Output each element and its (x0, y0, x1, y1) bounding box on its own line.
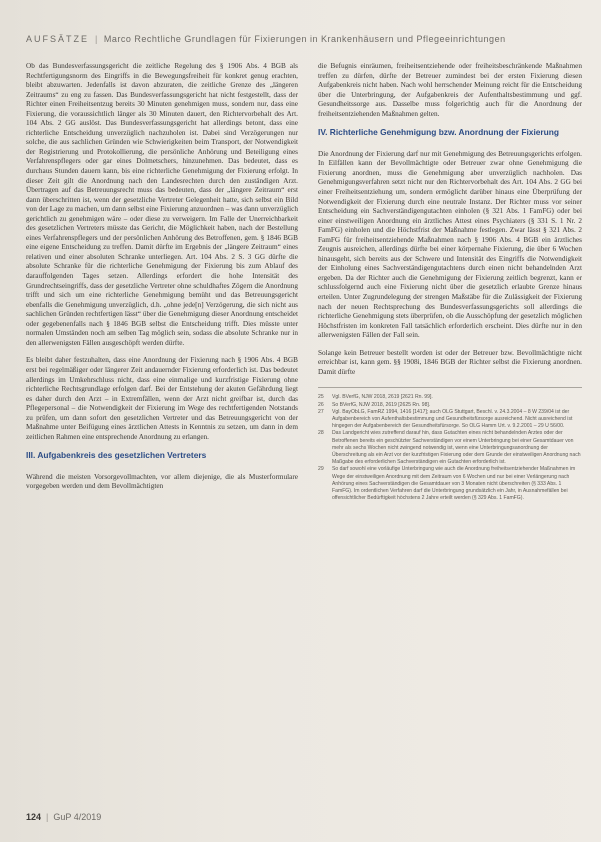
right-paragraph-1: die Befugnis einräumen, freiheitsentziehende oder freiheitsbeschränkende Maßnahmen treffen zu dürfen, dürfte der Betreuer zumindest bei der ersten Fixierung diesen Aufgabenkreis nicht haben. Nach wohl herrschender Meinung reicht für die Entscheidung über die Unterbringung, der Aufgabenkreis der Aufenthaltsbestimmung und ggf. Gesundheitssorge aus. Dasselbe muss folgerichtig auch für die Anordnung der freiheitsentziehenden Maßnahmen gelten. (318, 62, 582, 118)
footnote (318, 430, 582, 466)
footnote-number: 27 (318, 408, 324, 415)
footnote (318, 409, 582, 431)
section-label: AUFSÄTZE (26, 34, 90, 44)
footnote-text: So darf sowohl eine vorläufige Unterbringung wie auch die Anordnung freiheitsentziehender Maßnahmen im Wege der einstweiligen Anordnung mit dem Zeitraum von 6 Wochen und nur bei einer Verlängerung nach Anhörung eines Sachverständigen die Gesamtdauer von 3 Monaten nicht überschreiten (§ 333 Abs. 1 FamFG). Im ordentlichen Verfahren darf die Unterbringung grundsätzlich ein Jahr, in Ausnahmefällen bei offensichtlicher Bedürftigkeit höchstens 2 Jahre erteilt werden (§ 329 Abs. 1 FamFG). (332, 466, 576, 502)
page-number: 124 (26, 812, 42, 822)
article-title: Marco Rechtliche Grundlagen für Fixierungen in Krankenhäusern und Pflegeeinrichtungen (103, 34, 506, 44)
footnote-text: So BVerfG, NJW 2018, 2619 [2625 Rn. 98]. (332, 401, 431, 408)
footnote-number: 25 (318, 394, 324, 401)
footer-separator: | (46, 812, 49, 822)
right-paragraph-3: Solange kein Betreuer bestellt worden ist oder der Betreuer bzw. Bevollmächtigte nicht erreichbar ist, kann gem. §§ 1908i, 1846 BGB der Richter selbst die Fixierung anordnen. Damit dürfte (318, 348, 582, 376)
section-heading-iv: IV. Richterliche Genehmigung bzw. Anordnung der Fixierung (318, 127, 560, 138)
footnote-text: Das Landgericht wies zutreffend darauf hin, dass Gutachten eines nicht behandelnden Arztes oder der Betroffenen bereits ein geschützter Sachverständigen vor einem Unterbringung bei einer Gesamtdauer von mehr als sechs Wochen nicht zwingend notwendig ist, wenn eine Unterbringungsanordnung der Überschreitung als ein Arzt vor der kurzfristigen Fixierung oder dem Grunde der einstweiligen Anordnung nach Maßgabe des erforderlichen Sachverständigen ein Gutachten erforderlich ist. (332, 430, 581, 466)
footnote-number: 26 (318, 401, 324, 408)
left-paragraph-3: Während die meisten Vorsorgevollmachten, vor allem diejenige, die als Musterformulare vorgegeben werden und dem Bevollmächtigten (26, 472, 298, 491)
left-column (26, 62, 298, 500)
left-paragraph-2: Es bleibt daher festzuhalten, dass eine Anordnung der Fixierung nach § 1906 Abs. 4 BGB erst bei regelmäßiger oder längerer Zeit andauernder Fixierung erforderlich ist. Das bedeutet allerdings im Umkehrschluss nicht, dass eine einmalige und kurzfristige Fixierung ohne richterliche Rechtsgrundlage erfolgen darf. Bei der Entstehung der akuten Gefährdung liegt es daher durch den Arzt – in Extremfällen, wenn der Arzt nicht greifbar ist, durch das Pflegepersonal – die Notwendigkeit der Fixierung im Wege des rechtfertigenden Notstands zu prüfen, um dann sofort den gesetzlichen Vertreter und das Betreuungsgericht von der Maßnahme unter Beifügung eines ärztlichen Attests in Kenntnis zu setzen, um dann in dem zeitlichen Rahmen eine entsprechende Anordnung zu erlangen. (26, 356, 298, 441)
journal-issue: GuP 4/2019 (53, 812, 102, 822)
footnote-text: Vgl. BVerfG, NJW 2018, 2619 [2621 Rn. 99]. (332, 394, 433, 401)
footnote (318, 394, 582, 401)
right-paragraph-2: Die Anordnung der Fixierung darf nur mit Genehmigung des Betreuungsgerichts erfolgen. In Eilfällen kann der Bevollmächtigte oder Betreuer zwar ohne Genehmigung die Fixierung anordnen, muss die Genehmigung aber unverzüglich nachholen. Das Genehmigungsverfahren setzt nicht nur den Richtervorbehalt des Art. 104 Abs. 2 GG bei einer Freiheitsentziehung um, sondern ermöglicht darüber hinaus eine Überprüfung der Notwendigkeit der Fixierung durch eine neutrale Instanz. Der Richter muss vor seiner Entscheidung ein Sachverständigengutachten einholen (§ 321 Abs. 1 FamFG) oder bei einer einstweiligen Anordnung ein ärztliches Attest eines Psychiaters (§ 331 S. 1 Nr. 2 FamFG) einholen und die Höchstfrist der Maßnahme festlegen. Zwar lässt § 321 Abs. 2 FamFG für freiheitsentziehende Maßnahmen nach § 1906 Abs. 4 BGB ein ärztliches Zeugnis ausreichen, allerdings dürfte bei einer körpernahe Fixierung, die über 6 Wochen hinausgeht, sich bereits aus der Schwere und Intensität des Eingriffs die Notwendigkeit der Einholung eines Sachverständigengutachtens durch einen nicht behandelnden Arzt ergeben. Da der Richter auch die Genehmigung der Fixierung zeitlich begrenzt, kann er schlussfolgernd auch eine Fixierung nicht über die gesetzlich erlaubte Grenze hinaus erteilen. Unter Zugrundelegung der strengen Maßstäbe für die Zulässigkeit der Fixierung nach der neuen Rechtsprechung des Bundesverfassungsgerichts soll allerdings die richterliche Genehmigung stets überprüfen, ob die Ausschöpfung der gesetzlich möglichen Höchstfristen im konkreten Fall tatsächlich erforderlich erscheint. Dies dürfte nur in den allerwenigsten Fällen der Fall sein. (318, 149, 582, 340)
page-footer (26, 812, 101, 822)
right-column (318, 62, 582, 502)
footnote-number: 29 (318, 466, 324, 473)
section-heading-iii: III. Aufgabenkreis des gesetzlichen Vertreters (26, 450, 207, 461)
footnote-text: Vgl. BayObLG, FamRZ 1994, 1416 [1417]; auch OLG Stuttgart, Beschl. v. 24.3.2004 – 8 W 239/04 ist der Aufgabenbereich von Aufenthaltsbestimmung und Gesundheitsfürsorge ausreichend. Nicht ausreichend ist hingegen der Aufgabenbereich der Gesundheitsfürsorge. So OLG Hamm Urt. v. 9.2.2001 – 29 U 56/00. (332, 408, 573, 430)
running-header (26, 34, 581, 44)
header-separator: | (95, 34, 98, 44)
footnote (318, 402, 582, 409)
footnote-number: 28 (318, 430, 324, 437)
footnote (318, 466, 582, 502)
footnotes (318, 387, 582, 502)
left-paragraph-1: Ob das Bundesverfassungsgericht die zeitliche Regelung des § 1906 Abs. 4 BGB als Rechtfertigungsnorm des Eingriffs in die Bewegungsfreiheit für konkret genug erachten, bleibt abzuwarten. Jedenfalls ist davon abzuraten, die zeitliche Grenze des „längeren Zeitraums“ zu eng zu fassen. Das Bundesverfassungsgericht hat nicht festgestellt, dass der Richter einen Freiheitsentzug bereits 30 Minuten genehmigen muss, sondern nur, dass eine Fixierung, die voraussichtlich länger als 30 Minuten dauert, den Richtervorbehalt des Art. 104 Abs. 2 GG auslöst. Das Bundesverfassungsgericht hat allerdings betont, dass eine richterliche Entscheidung unverzüglich nachzuholen ist. Dabei sind Verzögerungen nur solche, die aus sachlichen Gründen wie Schwierigkeiten beim Transport, der Notwendigkeit der Registrierung und Protokollierung, die persönliche Anhörung und Beteiligung eines Verfahrenspflegers oder gar eines Dolmetschers, hinzunehmen. Das bedeutet, dass es durchaus Stunden dauern kann, bis eine richterliche Genehmigung der Fixierung erfolgt. In dieser Zeit gilt die Anordnung nach den Landesrechten durch den zuständigen Arzt. Übertragen auf das Betreuungsrecht muss das bedeuten, dass der „längere Zeitraum“ erst dann überschritten ist, wenn der gesetzliche Vertreter Gelegenheit hatte, sich selbst ein Bild von der Lage zu machen, um dann selbst eine Fixierung anzuordnen – was dann unverzüglich gerichtlich zu genehmigen wäre – oder diese zu verweigern. Im Falle der Unerreichbarkeit des gesetzlichen Vertreters müsste das Gericht, die Möglichkeit haben, nach der Bestellung eines Verfahrenspflegers und der persönlichen Anhörung des Betroffenen, gem. § 1846 BGB eine eigene Entscheidung zu treffen. Damit dürfte im Ergebnis der „längere Zeitraum“ eines relativen und einer absoluten Schranke unterliegen. Art. 104 Abs. 2 S. 3 GG dürfte die absolute Schranke für die richterliche Genehmigung der Fixierung bis zum Ablauf des darauffolgenden Tages setzen. Allerdings erfordert die hohe Intensität des Grundrechtseingriffs, dass der gesetzliche Vertreter ohne schuldhaftes Zögern die Anordnung trifft und sich um eine richterliche Genehmigung bemüht und das Betreuungsgericht ebenfalls die Genehmigung unverzüglich, d.h. „ohne jede[n] Verzögerung, die sich nicht aus sachlichen Gründen rechtfertigen lässt“ über die Genehmigung dieser Anordnung entscheidet oder gegebenenfalls nach § 1846 BGB selbst die Entscheidung trifft. Dies müsste unter normalen Umständen noch am selben Tag möglich sein, sodass die absolute Schranke nur in den allerwenigsten Fällen ausgeschöpft werden dürfte. (26, 62, 298, 347)
